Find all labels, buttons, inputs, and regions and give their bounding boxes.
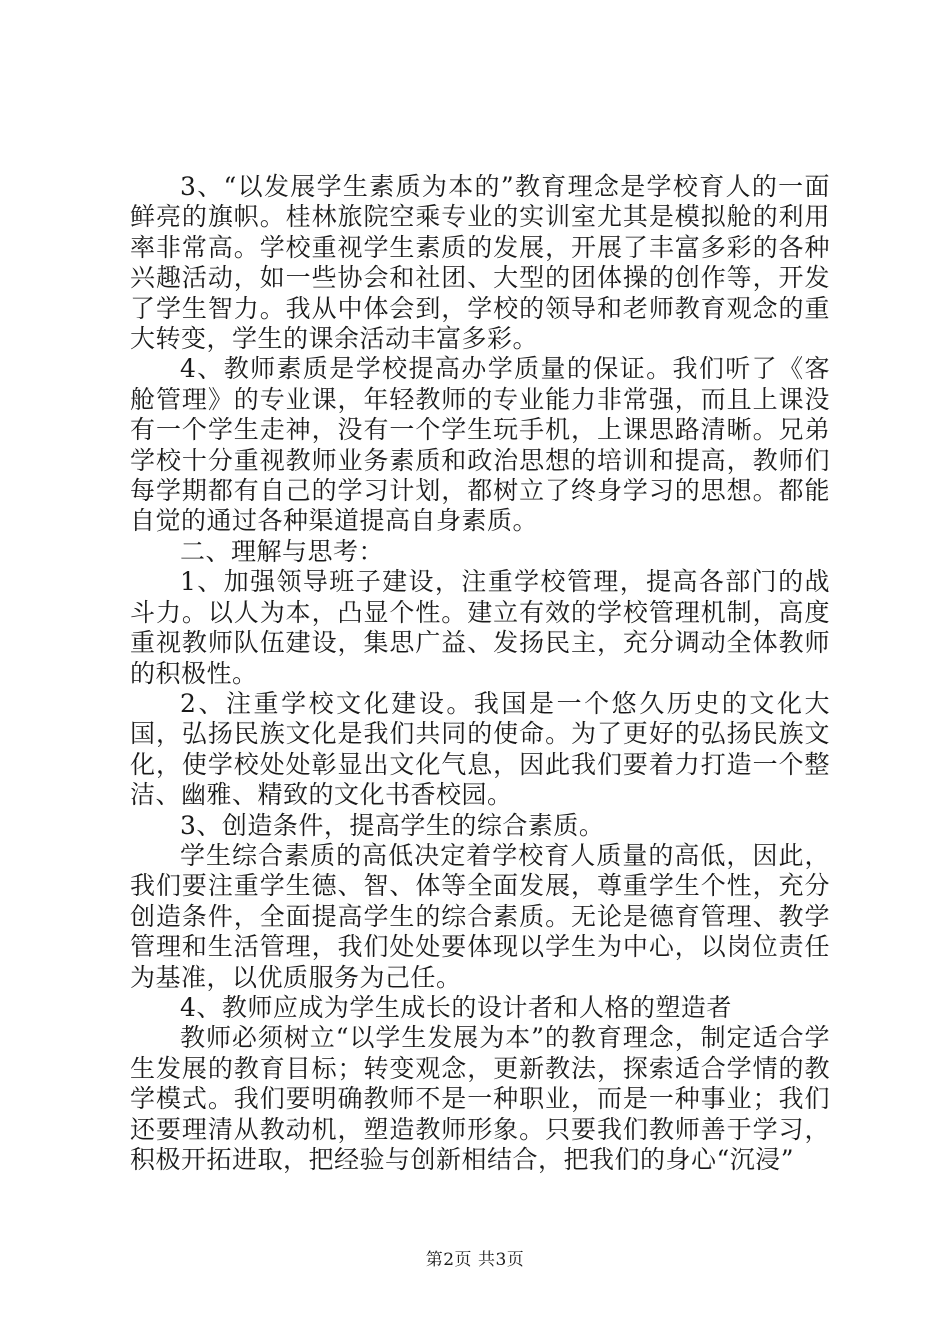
page-footer: 第2页 共3页	[425, 1250, 525, 1270]
paragraph-7: 4、教师应成为学生成长的设计者和人格的塑造者	[180, 992, 732, 1022]
paragraph-6: 学生综合素质的高低决定着学校育人质量的高低，因此，我们要注重学生德、智、体等全面发展，尊重学生个性，充分创造条件，全面提高学生的综合素质。无论是德育管理、教学管理和生活管理，我们处处要体现以学生为中心，以岗位责任为基准，以优质服务为己任。	[130, 840, 830, 992]
document-body	[130, 172, 830, 1175]
paragraph-8: 教师必须树立“以学生发展为本”的教育理念，制定适合学生发展的教育目标；转变观念，更新教法，探索适合学情的教学模式。我们要明确教师不是一种职业，而是一种事业；我们还要理清从教动机，塑造教师形象。只要我们教师善于学习，积极开拓进取，把经验与创新相结合，把我们的身心“沉浸”	[130, 1023, 830, 1174]
paragraph-3: 1、加强领导班子建设，注重学校管理，提高各部门的战斗力。以人为本，凸显个性。建立有效的学校管理机制，高度重视教师队伍建设，集思广益、发扬民主，充分调动全体教师的积极性。	[130, 567, 830, 688]
paragraph-5: 3、创造条件，提高学生的综合素质。	[180, 810, 605, 840]
paragraph-4: 2、注重学校文化建设。我国是一个悠久历史的文化大国，弘扬民族文化是我们共同的使命。为了更好的弘扬民族文化，使学校处处彰显出文化气息，因此我们要着力打造一个整洁、幽雅、精致的文化书香校园。	[130, 688, 830, 810]
paragraph-2: 4、教师素质是学校提高办学质量的保证。我们听了《客舱管理》的专业课，年轻教师的专业能力非常强，而且上课没有一个学生走神，没有一个学生玩手机，上课思路清晰。兄弟学校十分重视教师业务素质和政治思想的培训和提高，教师们每学期都有自己的学习计划，都树立了终身学习的思想。都能自觉的通过各种渠道提高自身素质。	[130, 354, 830, 536]
section-heading: 二、理解与思考：	[180, 536, 385, 566]
paragraph-1: 3、“以发展学生素质为本的”教育理念是学校育人的一面鲜亮的旗帜。桂林旅院空乘专业的实训室尤其是模拟舱的利用率非常高。学校重视学生素质的发展，开展了丰富多彩的各种兴趣活动，如一些协会和社团、大型的团体操的创作等，开发了学生智力。我从中体会到，学校的领导和老师教育观念的重大转变，学生的课余活动丰富多彩。	[130, 172, 830, 354]
